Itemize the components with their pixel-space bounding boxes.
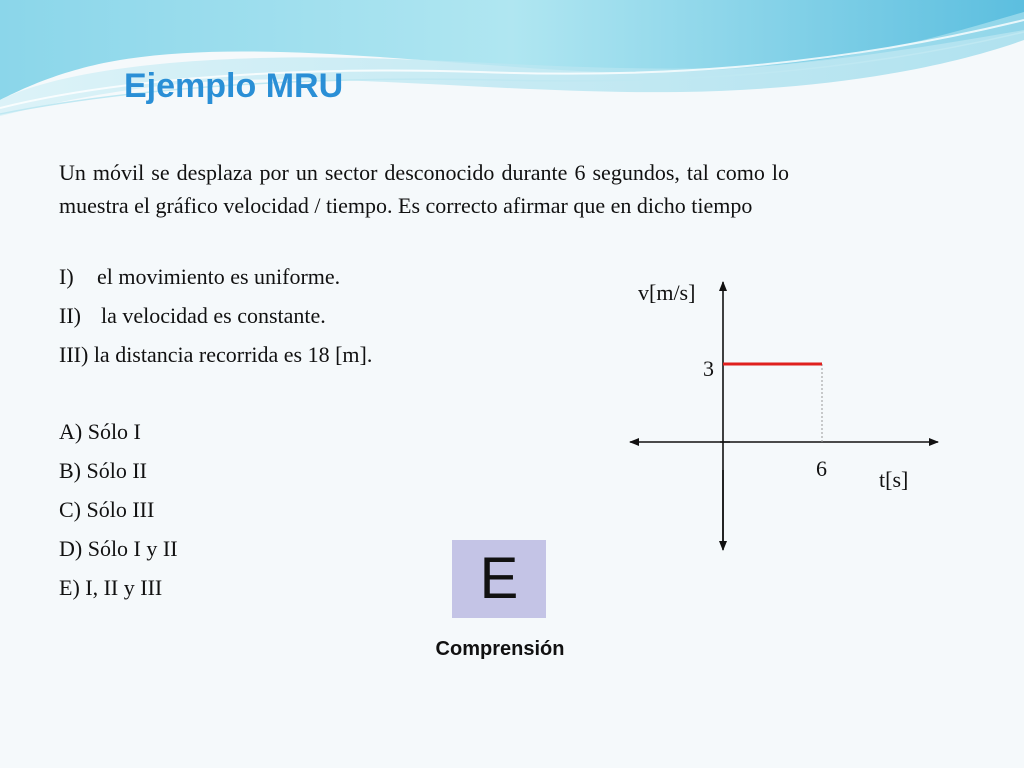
question-text: Un móvil se desplaza por un sector desconocido durante 6 segundos, tal como lo muestra el gráfico velocidad / tiempo. Es correcto afirmar que en dicho tiempo xyxy=(59,160,789,218)
slide-title: Ejemplo MRU xyxy=(124,67,344,105)
statement-number: II) xyxy=(59,303,81,328)
statement-text: el movimiento es uniforme. xyxy=(97,264,341,289)
velocity-time-graph xyxy=(620,270,950,560)
statement-number: III) xyxy=(59,342,89,367)
y-tick-label: 3 xyxy=(703,356,714,381)
statement-1 xyxy=(59,262,340,292)
y-axis-label: v[m/s] xyxy=(638,280,696,305)
answer-box: E xyxy=(452,540,546,618)
statement-3 xyxy=(59,340,372,370)
x-axis-label: t[s] xyxy=(879,467,909,492)
option-e: E) I, II y III xyxy=(59,575,163,600)
option-c: C) Sólo III xyxy=(59,497,155,522)
statement-2 xyxy=(59,301,326,331)
x-tick-label: 6 xyxy=(816,456,827,481)
option-a: A) Sólo I xyxy=(59,419,141,444)
statement-text: la distancia recorrida es 18 [m]. xyxy=(93,342,373,367)
option-b: B) Sólo II xyxy=(59,458,147,483)
statement-text: la velocidad es constante. xyxy=(101,303,326,328)
statement-number: I) xyxy=(59,264,74,289)
answer-caption: Comprensión xyxy=(435,638,565,660)
option-d: D) Sólo I y II xyxy=(59,536,178,561)
